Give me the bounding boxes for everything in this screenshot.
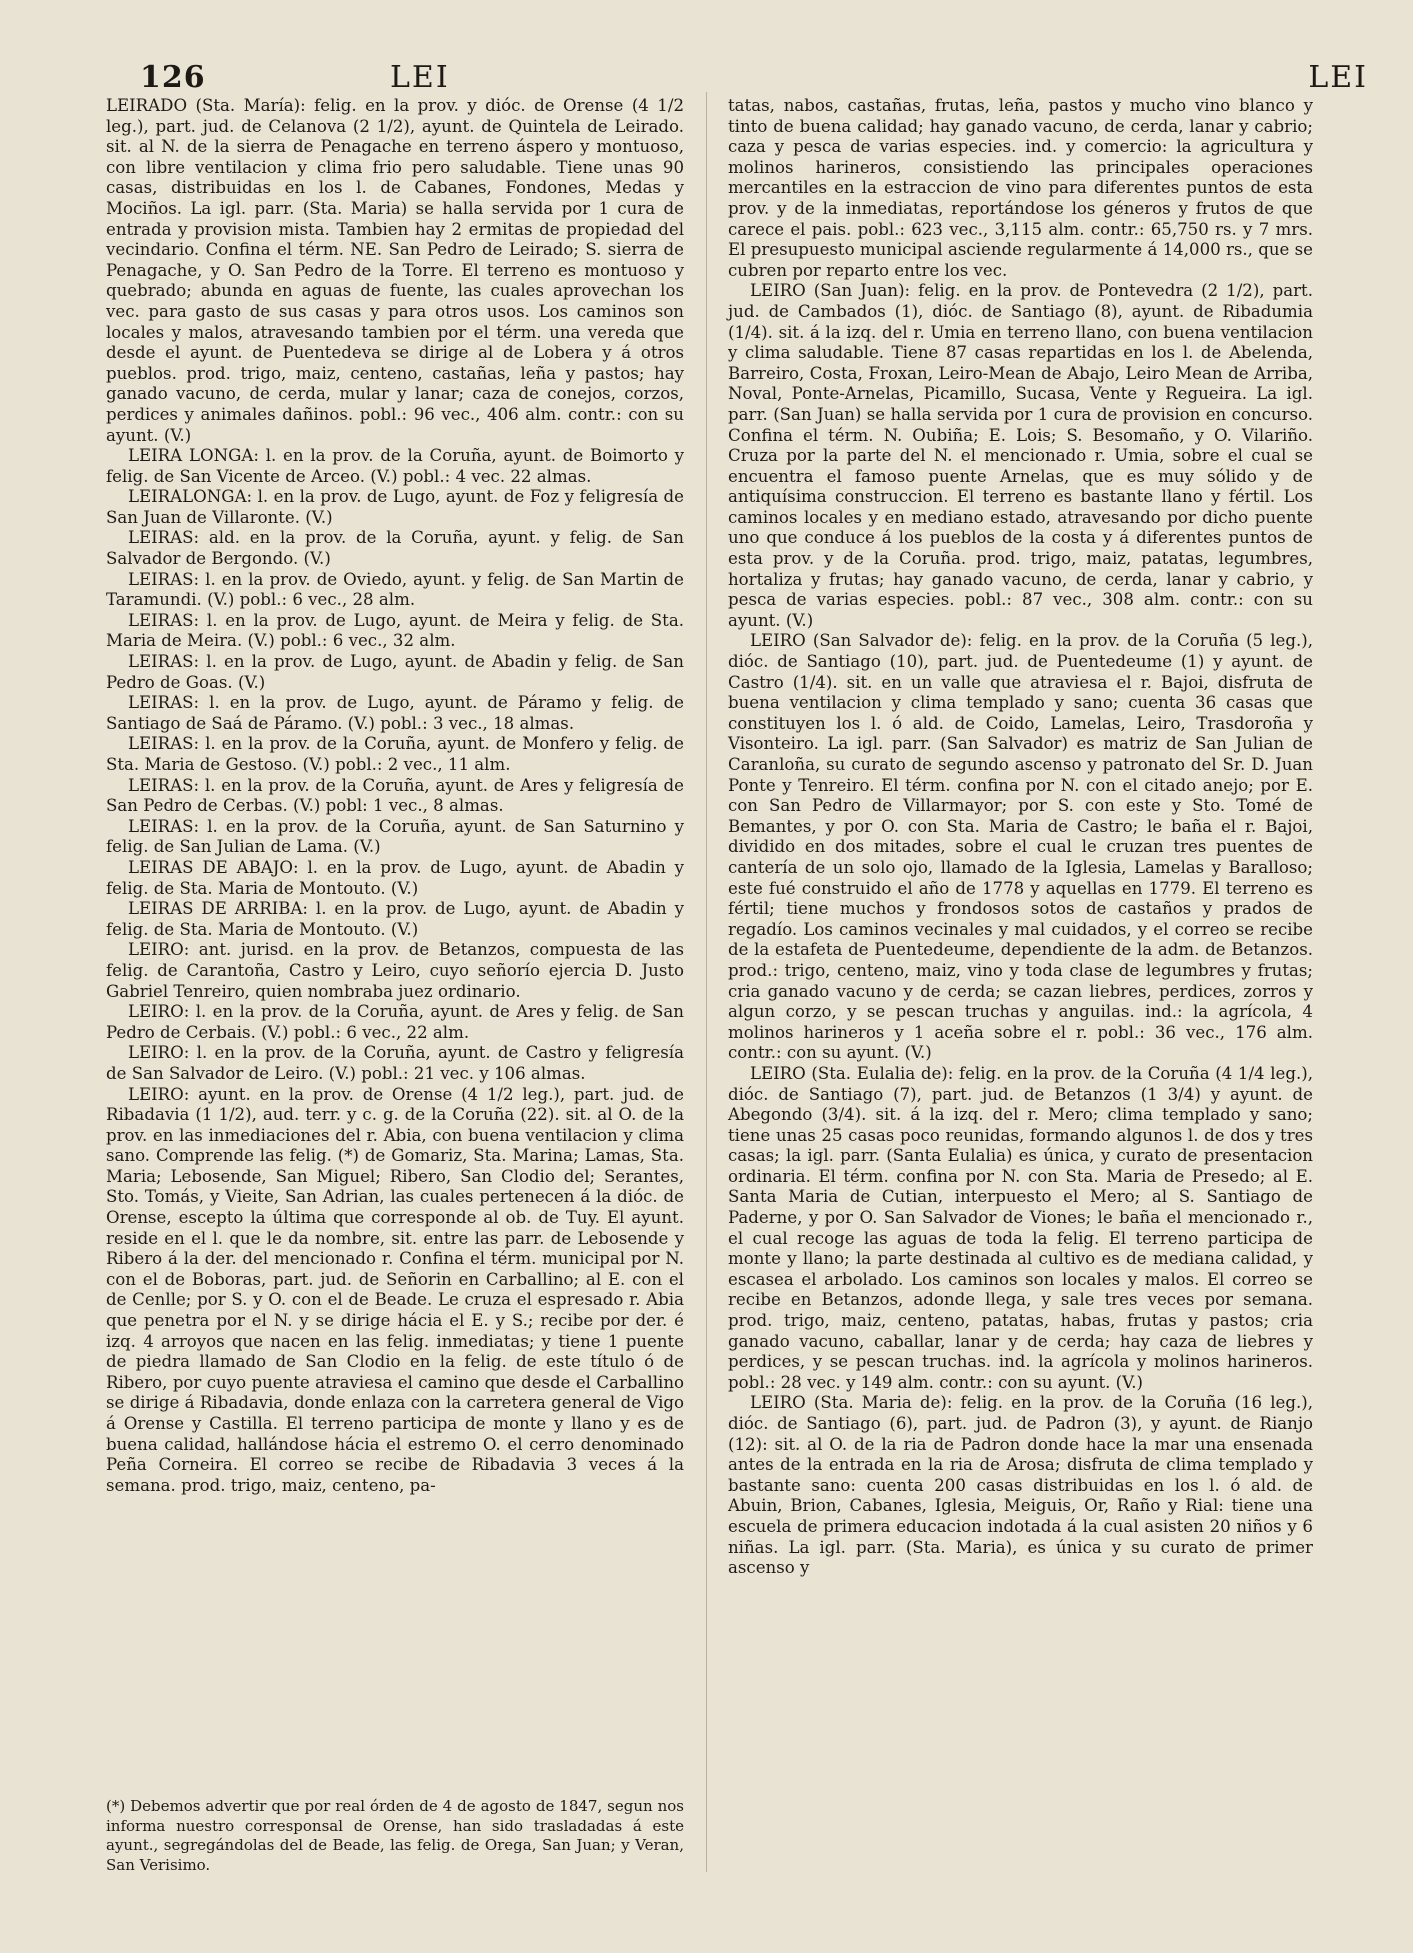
entry-leiralonga: LEIRALONGA: l. en la prov. de Lugo, ayunt. de Foz y feligresía de San Juan de Villaronte. (V.)	[106, 487, 684, 527]
column-divider	[706, 92, 707, 1872]
page-number: 126	[140, 60, 206, 95]
entry-leiras-taramundi: LEIRAS: l. en la prov. de Oviedo, ayunt. y felig. de San Martin de Taramundi. (V.) pobl.: 6 vec., 28 alm.	[106, 569, 684, 610]
entry-leiras-paramo: LEIRAS: l. en la prov. de Lugo, ayunt. de Páramo y felig. de Santiago de Saá de Páramo. (V.) pobl.: 3 vec., 18 almas.	[106, 693, 684, 733]
entry-leiras-de-arriba: LEIRAS DE ARRIBA: l. en la prov. de Lugo, ayunt. de Abadin y felig. de Sta. Maria de Montouto. (V.)	[106, 899, 684, 939]
entry-leiro-ayunt-cont: tatas, nabos, castañas, frutas, leña, pastos y mucho vino blanco y tinto de buena calidad; hay ganado vacuno, de cerda, lanar y cabrio; caza y pesca de varias especies. ind. y comercio: la agricultura y molinos harineros, consistiendo las principales operaciones mercantiles en la estraccion de vino para diferentes puntos de esta prov. y de la inmediatas, reportándose los géneros y frutos de que carece el pais. pobl.: 623 vec., 3,115 alm. contr.: 65,750 rs. y 7 mrs. El presupuesto municipal asciende regularmente á 14,000 rs., que se cubren por reparto entre los vec.	[728, 96, 1313, 280]
entry-leiras-gestoso: LEIRAS: l. en la prov. de la Coruña, ayunt. de Monfero y felig. de Sta. Maria de Gestoso. (V.) pobl.: 2 vec., 11 alm.	[106, 734, 684, 774]
running-head-right: LEI	[1308, 60, 1368, 95]
entry-leiras-cerbas: LEIRAS: l. en la prov. de la Coruña, ayunt. de Ares y feligresía de San Pedro de Cerbas. (V.) pobl: 1 vec., 8 almas.	[106, 775, 684, 816]
entry-leiro-san-salvador: LEIRO (San Salvador de): felig. en la prov. de la Coruña (5 leg.), dióc. de Santiago (10), part. jud. de Puentedeume (1) y ayunt. de Castro (1/4). sit. en un valle que atraviesa el r. Bajoi, disfruta de buena ventilacion y clima templado y sano; cuenta 36 casas que constituyen los l. ó ald. de Coido, Lamelas, Leiro, Trasdoroña y Visonteiro. La igl. parr. (San Salvador) es matriz de San Julian de Caranloña, su curato de segundo ascenso y patronato del Sr. D. Juan Ponte y Tenreiro. El térm. confina por N. con el citado anejo; por E. con San Pedro de Villarmayor; por S. con este y Sto. Tomé de Bemantes, y por O. con Sta. Maria de Castro; le baña el r. Bajoi, dividido en dos mitades, sobre el cual le cruzan tres puentes de cantería de un solo ojo, llamado de la Iglesia, Lamelas y Baralloso; este fué construido el año de 1778 y aquellas en 1779. El terreno es fértil; tiene muchos y frondosos sotos de castaños y prados de regadío. Los caminos vecinales y mal cuidados, y el correo se recibe de la estafeta de Puentedeume, dependiente de la adm. de Betanzos. prod.: trigo, centeno, maiz, vino y toda clase de legumbres y frutas; cria ganado vacuno y de cerda; se cazan liebres, perdices, zorros y algun corzo, y se pescan truchas y anguilas. ind.: la agrícola, 4 molinos harineros y 1 aceña sobre el r. pobl.: 36 vec., 176 alm. contr.: con su ayunt. (V.)	[728, 631, 1313, 1063]
left-column	[106, 96, 684, 1496]
entry-leiras-de-abajo: LEIRAS DE ABAJO: l. en la prov. de Lugo, ayunt. de Abadin y felig. de Sta. Maria de Montouto. (V.)	[106, 857, 684, 898]
entry-leiro-jurisd: LEIRO: ant. jurisd. en la prov. de Betanzos, compuesta de las felig. de Carantoña, Castro y Leiro, cuyo señorío ejercia D. Justo Gabriel Tenreiro, quien nombraba juez ordinario.	[106, 940, 684, 1001]
entry-leirado: LEIRADO (Sta. María): felig. en la prov. y dióc. de Orense (4 1/2 leg.), part. jud. de Celanova (2 1/2), ayunt. de Quintela de Leirado. sit. al N. de la sierra de Penagache en terreno áspero y montuoso, con libre ventilacion y clima frio pero saludable. Tiene unas 90 casas, distribuidas en los l. de Cabanes, Fondones, Medas y Mociños. La igl. parr. (Sta. Maria) se halla servida por 1 cura de entrada y provision mista. Tambien hay 2 ermitas de propiedad del vecindario. Confina el térm. NE. San Pedro de Leirado; S. sierra de Penagache, y O. San Pedro de la Torre. El terreno es montuoso y quebrado; abunda en aguas de fuente, las cuales aprovechan los vec. para gasto de sus casas y para otros usos. Los caminos son locales y malos, atravesando tambien por el térm. una vereda que desde el ayunt. de Puentedeva se dirige al de Lobera y á otros pueblos. prod. trigo, maiz, centeno, castañas, leña y pastos; hay ganado vacuno, de cerda, mular y lanar; caza de conejos, corzos, perdices y animales dañinos. pobl.: 96 vec., 406 alm. contr.: con su ayunt. (V.)	[106, 96, 684, 445]
entry-leiro-castro: LEIRO: l. en la prov. de la Coruña, ayunt. de Castro y feligresía de San Salvador de Leiro. (V.) pobl.: 21 vec. y 106 almas.	[106, 1043, 684, 1083]
entry-leiras-meira: LEIRAS: l. en la prov. de Lugo, ayunt. de Meira y felig. de Sta. Maria de Meira. (V.) pobl.: 6 vec., 32 alm.	[106, 610, 684, 651]
entry-leiro-ayunt: LEIRO: ayunt. en la prov. de Orense (4 1/2 leg.), part. jud. de Ribadavia (1 1/2), aud. terr. y c. g. de la Coruña (22). sit. al O. de la prov. en las inmediaciones del r. Abia, con buena ventilacion y clima sano. Comprende las felig. (*) de Gomariz, Sta. Marina; Lamas, Sta. Maria; Lebosende, San Miguel; Ribero, San Clodio del; Serantes, Sto. Tomás, y Vieite, San Adrian, las cuales pertenecen á la dióc. de Orense, escepto la última que corresponde al ob. de Tuy. El ayunt. reside en el l. que le da nombre, sit. entre las parr. de Lebosende y Ribero á la der. del mencionado r. Confina el térm. municipal por N. con el de Boboras, part. jud. de Señorin en Carballino; al E. con el de Cenlle; por S. y O. con el de Beade. Le cruza el espresado r. Abia que penetra por el N. y se dirige hácia el E. y S.; recibe por der. é izq. 4 arroyos que nacen en las felig. inmediatas; y tiene 1 puente de piedra llamado de San Clodio en la felig. de este título ó de Ribero, por cuyo puente atraviesa el camino que desde el Carballino se dirige á Ribadavia, donde enlaza con la carretera general de Vigo á Orense y Castilla. El terreno participa de monte y llano y es de buena calidad, hallándose hácia el estremo O. el cerro denominado Peña Corneira. El correo se recibe de Ribadavia 3 veces á la semana. prod. trigo, maiz, centeno, pa-	[106, 1084, 684, 1495]
entry-leiro-ares: LEIRO: l. en la prov. de la Coruña, ayunt. de Ares y felig. de San Pedro de Cerbais. (V.) pobl.: 6 vec., 22 alm.	[106, 1002, 684, 1042]
right-column	[728, 96, 1313, 1579]
entry-leiro-san-juan: LEIRO (San Juan): felig. en la prov. de Pontevedra (2 1/2), part. jud. de Cambados (1), dióc. de Santiago (8), ayunt. de Ribadumia (1/4). sit. á la izq. del r. Umia en terreno llano, con buena ventilacion y clima saludable. Tiene 87 casas repartidas en los l. de Abelenda, Barreiro, Costa, Froxan, Leiro-Mean de Abajo, Leiro Mean de Arriba, Noval, Ponte-Arnelas, Picamillo, Sucasa, Vente y Regueira. La igl. parr. (San Juan) se halla servida por 1 cura de provision en concurso. Confina el térm. N. Oubiña; E. Lois; S. Besomaño, y O. Vilariño. Cruza por la parte del N. el mencionado r. Umia, sobre el cual se encuentra el famoso puente Arnelas, que es muy sólido y de antiquísima construccion. El terreno es bastante llano y fértil. Los caminos locales y en mediano estado, atravesando por dicho puente uno que conduce á los pueblos de la costa y á diferentes puntos de esta prov. y de la Coruña. prod. trigo, maiz, patatas, legumbres, hortaliza y frutas; hay ganado vacuno, de cerda, lanar y cabrio, y pesca de varias especies. pobl.: 87 vec., 308 alm. contr.: con su ayunt. (V.)	[728, 281, 1313, 630]
footnote: (*) Debemos advertir que por real órden de 4 de agosto de 1847, segun nos informa nuestro corresponsal de Orense, han sido trasladadas á este ayunt., segregándolas del de Beade, las felig. de Orega, San Juan; y Veran, San Verisimo.	[106, 1797, 684, 1874]
entry-leira-longa: LEIRA LONGA: l. en la prov. de la Coruña, ayunt. de Boimorto y felig. de San Vicente de Arceo. (V.) pobl.: 4 vec. 22 almas.	[106, 446, 684, 486]
entry-leiro-sta-eulalia: LEIRO (Sta. Eulalia de): felig. en la prov. de la Coruña (4 1/4 leg.), dióc. de Santiago (7), part. jud. de Betanzos (1 3/4) y ayunt. de Abegondo (3/4). sit. á la izq. del r. Mero; clima templado y sano; tiene unas 25 casas poco reunidas, formando algunos l. de dos y tres casas; la igl. parr. (Santa Eulalia) es única, y curato de presentacion ordinaria. El térm. confina por N. con Sta. Maria de Presedo; al E. Santa Maria de Cutian, interpuesto el Mero; al S. Santiago de Paderne, y por O. San Salvador de Viones; le baña el mencionado r., el cual recoge las aguas de toda la felig. El terreno participa de monte y llano; la parte destinada al cultivo es de mediana calidad, y escasea el arbolado. Los caminos son locales y malos. El correo se recibe en Betanzos, adonde llega, y sale tres veces por semana. prod. trigo, maiz, centeno, patatas, habas, frutas y pastos; cria ganado vacuno, caballar, lanar y de cerda; hay caza de liebres y perdices, y se pescan truchas. ind. la agrícola y molinos harineros. pobl.: 28 vec. y 149 alm. contr.: con su ayunt. (V.)	[728, 1063, 1313, 1392]
entry-leiras-lama: LEIRAS: l. en la prov. de la Coruña, ayunt. de San Saturnino y felig. de San Julian de Lama. (V.)	[106, 816, 684, 857]
running-head-left: LEI	[390, 60, 450, 95]
entry-leiro-sta-maria: LEIRO (Sta. Maria de): felig. en la prov. de la Coruña (16 leg.), dióc. de Santiago (6), part. jud. de Padron (3), y ayunt. de Rianjo (12): sit. al O. de la ria de Padron donde hace la mar una ensenada antes de la entrada en la ria de Arosa; disfruta de clima templado y bastante sano: cuenta 200 casas distribuidas en los l. ó ald. de Abuin, Brion, Cabanes, Iglesia, Meiguis, Or, Raño y Rial: tiene una escuela de primera educacion indotada á la cual asisten 20 niños y 6 niñas. La igl. parr. (Sta. Maria), es única y su curato de primer ascenso y	[728, 1393, 1313, 1578]
entry-leiras-goas: LEIRAS: l. en la prov. de Lugo, ayunt. de Abadin y felig. de San Pedro de Goas. (V.)	[106, 652, 684, 692]
entry-leiras-bergondo: LEIRAS: ald. en la prov. de la Coruña, ayunt. y felig. de San Salvador de Bergondo. (V.)	[106, 528, 684, 569]
